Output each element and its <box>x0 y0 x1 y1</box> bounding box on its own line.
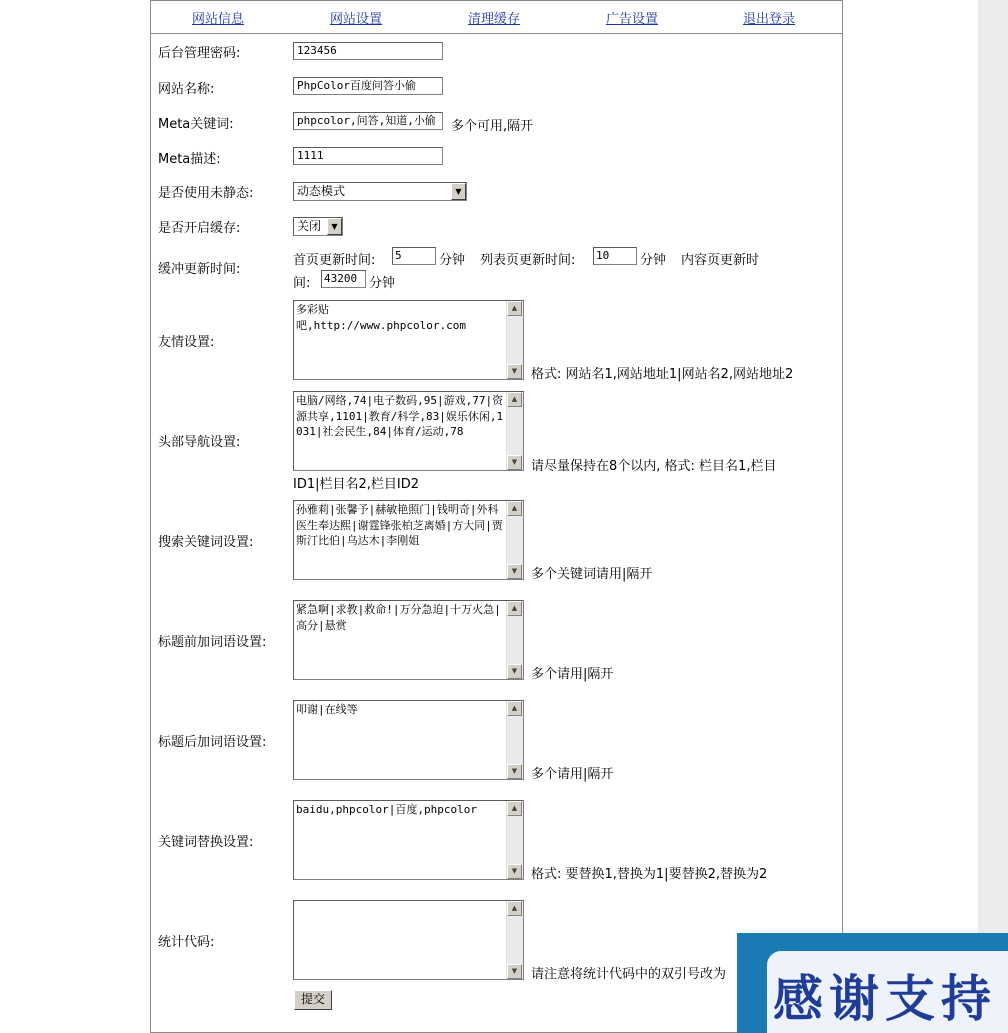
right-background-strip <box>978 0 1008 1033</box>
title-prefix-label: 标题前加词语设置: <box>158 635 267 650</box>
scroll-down-icon[interactable]: ▼ <box>507 455 522 470</box>
nav-site-info[interactable]: 网站信息 <box>192 12 245 27</box>
title-prefix-scrollbar[interactable] <box>506 601 523 679</box>
cache-enabled-label: 是否开启缓存: <box>158 221 241 236</box>
title-suffix-text: 叩谢|在线等 <box>296 703 358 716</box>
stats-code-hint: 请注意将统计代码中的双引号改为 <box>531 967 727 982</box>
stats-code-label: 统计代码: <box>158 935 215 950</box>
content-update-label: 内容页更新时 <box>681 253 760 268</box>
list-update-unit: 分钟 <box>640 253 667 268</box>
site-name-label: 网站名称: <box>158 82 215 97</box>
submit-button[interactable]: 提交 <box>294 990 332 1010</box>
meta-desc-label: Meta描述: <box>158 152 221 167</box>
links-textarea[interactable] <box>293 300 524 380</box>
search-keywords-label: 搜索关键词设置: <box>158 535 254 550</box>
stats-code-textarea[interactable] <box>293 900 524 980</box>
scroll-down-icon[interactable]: ▼ <box>507 764 522 779</box>
scroll-down-icon[interactable]: ▼ <box>507 664 522 679</box>
title-prefix-hint: 多个请用|隔开 <box>531 667 614 682</box>
content-update-unit: 分钟 <box>369 276 396 291</box>
scroll-up-icon[interactable]: ▲ <box>507 801 522 816</box>
links-scrollbar[interactable] <box>506 301 523 379</box>
thanks-banner-text: 感谢支持 <box>773 969 997 1028</box>
title-prefix-text: 紧急啊|求教|救命!|万分急迫|十万火急|高分|悬赏 <box>296 603 501 632</box>
top-nav-textarea[interactable] <box>293 391 524 471</box>
content-update-input[interactable]: 43200 <box>321 270 366 288</box>
scroll-down-icon[interactable]: ▼ <box>507 564 522 579</box>
keyword-replace-scrollbar[interactable] <box>506 801 523 879</box>
keyword-replace-textarea[interactable] <box>293 800 524 880</box>
links-text: 多彩贴 吧,http://www.phpcolor.com <box>296 303 466 332</box>
stats-code-scrollbar[interactable] <box>506 901 523 979</box>
home-update-label: 首页更新时间: <box>293 253 376 268</box>
search-keywords-text: 孙雅莉|张馨予|赫敏艳照门|钱明奇|外科医生奉达熙|谢霆锋张柏芝离婚|方大同|贾斯汀比伯|乌达木|李刚姐 <box>296 503 503 547</box>
scroll-down-icon[interactable]: ▼ <box>507 364 522 379</box>
top-nav <box>151 1 842 34</box>
scroll-up-icon[interactable]: ▲ <box>507 392 522 407</box>
links-hint: 格式: 网站名1,网站地址1|网站名2,网站地址2 <box>531 367 794 382</box>
meta-keywords-hint: 多个可用,隔开 <box>451 119 534 134</box>
scroll-down-icon[interactable]: ▼ <box>507 864 522 879</box>
cache-enabled-select[interactable] <box>293 217 343 236</box>
nav-logout[interactable]: 退出登录 <box>743 12 796 27</box>
top-nav-hint-cont: ID1|栏目名2,栏目ID2 <box>293 477 420 492</box>
title-suffix-scrollbar[interactable] <box>506 701 523 779</box>
cache-time-label: 缓冲更新时间: <box>158 262 241 277</box>
scroll-up-icon[interactable]: ▲ <box>507 601 522 616</box>
static-mode-select[interactable] <box>293 182 467 201</box>
title-suffix-label: 标题后加词语设置: <box>158 735 267 750</box>
settings-panel <box>150 0 843 1033</box>
scroll-up-icon[interactable]: ▲ <box>507 701 522 716</box>
scroll-up-icon[interactable]: ▲ <box>507 301 522 316</box>
nav-clear-cache[interactable]: 清理缓存 <box>468 12 521 27</box>
keyword-replace-text: baidu,phpcolor|百度,phpcolor <box>296 803 477 816</box>
site-name-input[interactable]: PhpColor百度问答小偷 <box>293 77 443 95</box>
search-keywords-scrollbar[interactable] <box>506 501 523 579</box>
title-suffix-textarea[interactable] <box>293 700 524 780</box>
top-nav-scrollbar[interactable] <box>506 392 523 470</box>
cache-enabled-value: 关闭 <box>297 219 322 233</box>
nav-site-settings[interactable]: 网站设置 <box>330 12 383 27</box>
keyword-replace-hint: 格式: 要替换1,替换为1|要替换2,替换为2 <box>531 867 768 882</box>
list-update-input[interactable]: 10 <box>593 247 637 265</box>
search-keywords-textarea[interactable] <box>293 500 524 580</box>
admin-password-input[interactable]: 123456 <box>293 42 443 60</box>
scroll-down-icon[interactable]: ▼ <box>507 964 522 979</box>
static-mode-value: 动态模式 <box>297 184 346 198</box>
home-update-unit: 分钟 <box>439 253 466 268</box>
chevron-down-icon: ▼ <box>327 218 342 235</box>
top-nav-label: 头部导航设置: <box>158 435 241 450</box>
chevron-down-icon: ▼ <box>451 183 466 200</box>
content-update-label-cont: 间: <box>293 276 311 291</box>
top-nav-text: 电脑/网络,74|电子数码,95|游戏,77|资源共享,1101|教育/科学,83|娱乐休闲,1031|社会民生,84|体育/运动,78 <box>296 394 504 438</box>
meta-desc-input[interactable]: 1111 <box>293 147 443 165</box>
admin-password-label: 后台管理密码: <box>158 46 241 61</box>
title-suffix-hint: 多个请用|隔开 <box>531 767 614 782</box>
thanks-banner <box>737 933 1008 1033</box>
scroll-up-icon[interactable]: ▲ <box>507 901 522 916</box>
static-mode-label: 是否使用未静态: <box>158 186 254 201</box>
search-keywords-hint: 多个关键词请用|隔开 <box>531 567 653 582</box>
top-nav-hint: 请尽量保持在8个以内, 格式: 栏目名1,栏目 <box>531 459 777 474</box>
scroll-up-icon[interactable]: ▲ <box>507 501 522 516</box>
list-update-label: 列表页更新时间: <box>480 253 576 268</box>
links-label: 友情设置: <box>158 335 215 350</box>
nav-ad-settings[interactable]: 广告设置 <box>606 12 659 27</box>
meta-keywords-input[interactable]: phpcolor,问答,知道,小偷 <box>293 112 443 130</box>
keyword-replace-label: 关键词替换设置: <box>158 835 254 850</box>
home-update-input[interactable]: 5 <box>392 247 436 265</box>
meta-keywords-label: Meta关键词: <box>158 117 234 132</box>
title-prefix-textarea[interactable] <box>293 600 524 680</box>
